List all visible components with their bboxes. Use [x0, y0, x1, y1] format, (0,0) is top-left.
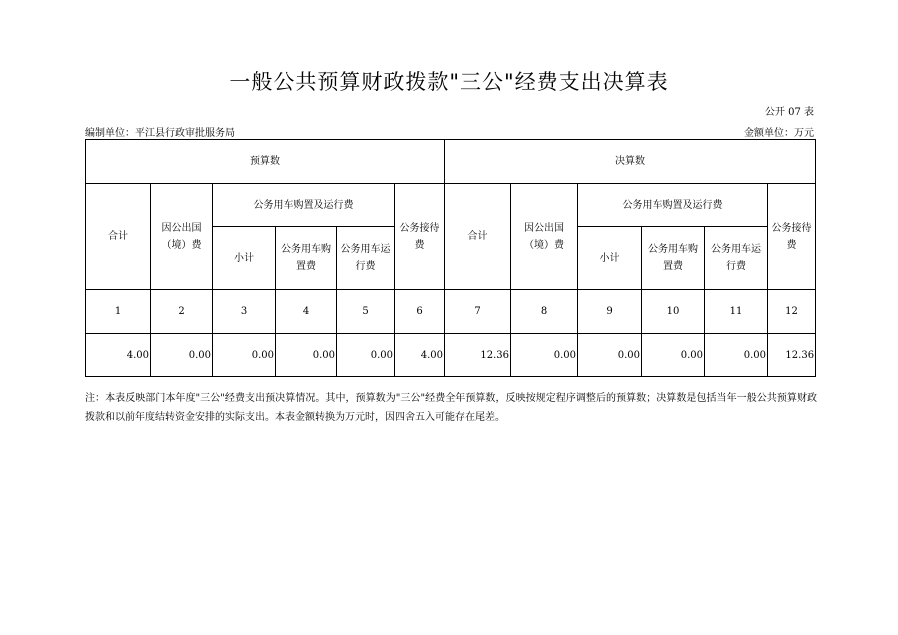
- header-final-vehicle-operation: 公务用车运行费: [705, 227, 768, 290]
- header-budget-vehicle-purchase: 公务用车购置费: [276, 227, 337, 290]
- value-cell: 0.00: [276, 334, 337, 377]
- header-budget-subtotal: 小计: [213, 227, 276, 290]
- header-budget-group: 预算数: [86, 140, 445, 184]
- value-cell: 0.00: [151, 334, 213, 377]
- value-cell: 0.00: [642, 334, 705, 377]
- header-final-total: 合计: [445, 184, 511, 290]
- value-cell: 4.00: [86, 334, 151, 377]
- page-title: 一般公共预算财政拨款"三公"经费支出决算表: [229, 70, 669, 94]
- column-number: 11: [705, 290, 768, 334]
- column-number-row: [86, 290, 816, 334]
- header-budget-total: 合计: [86, 184, 151, 290]
- header-row-columns: [86, 184, 816, 227]
- header-final-reception: 公务接待费: [768, 184, 816, 290]
- column-number: 4: [276, 290, 337, 334]
- header-final-vehicle-purchase: 公务用车购置费: [642, 227, 705, 290]
- header-budget-vehicle-group: 公务用车购置及运行费: [213, 184, 395, 227]
- column-number: 1: [86, 290, 151, 334]
- column-number: 6: [395, 290, 445, 334]
- header-final-group: 决算数: [445, 140, 816, 184]
- value-cell: 12.36: [768, 334, 816, 377]
- organization-label: 编制单位：平江县行政审批服务局: [85, 128, 235, 139]
- value-row: [86, 334, 816, 377]
- header-final-subtotal: 小计: [578, 227, 642, 290]
- column-number: 8: [511, 290, 578, 334]
- column-number: 2: [151, 290, 213, 334]
- value-cell: 0.00: [511, 334, 578, 377]
- column-number: 10: [642, 290, 705, 334]
- value-cell: 4.00: [395, 334, 445, 377]
- column-number: 3: [213, 290, 276, 334]
- column-number: 9: [578, 290, 642, 334]
- column-number: 12: [768, 290, 816, 334]
- amount-unit-label: 金额单位：万元: [744, 128, 814, 139]
- header-budget-reception: 公务接待费: [395, 184, 445, 290]
- value-cell: 0.00: [578, 334, 642, 377]
- header-final-abroad: 因公出国（境）费: [511, 184, 578, 290]
- footnote: 注：本表反映部门本年度"三公"经费支出预决算情况。其中，预算数为"三公"经费全年预算数，反映按规定程序调整后的预算数；决算数是包括当年一般公共预算财政拨款和以前年度结转资金安排的实际支出。本表金额转换为万元时，因四舍五入可能存在尾差。: [85, 393, 817, 423]
- value-cell: 12.36: [445, 334, 511, 377]
- header-row-groups: [86, 140, 816, 184]
- value-cell: 0.00: [213, 334, 276, 377]
- column-number: 7: [445, 290, 511, 334]
- value-cell: 0.00: [337, 334, 395, 377]
- expenditure-table: [85, 139, 816, 377]
- header-final-vehicle-group: 公务用车购置及运行费: [578, 184, 768, 227]
- column-number: 5: [337, 290, 395, 334]
- form-number: 公开 07 表: [764, 107, 814, 118]
- value-cell: 0.00: [705, 334, 768, 377]
- header-budget-abroad: 因公出国（境）费: [151, 184, 213, 290]
- header-budget-vehicle-operation: 公务用车运行费: [337, 227, 395, 290]
